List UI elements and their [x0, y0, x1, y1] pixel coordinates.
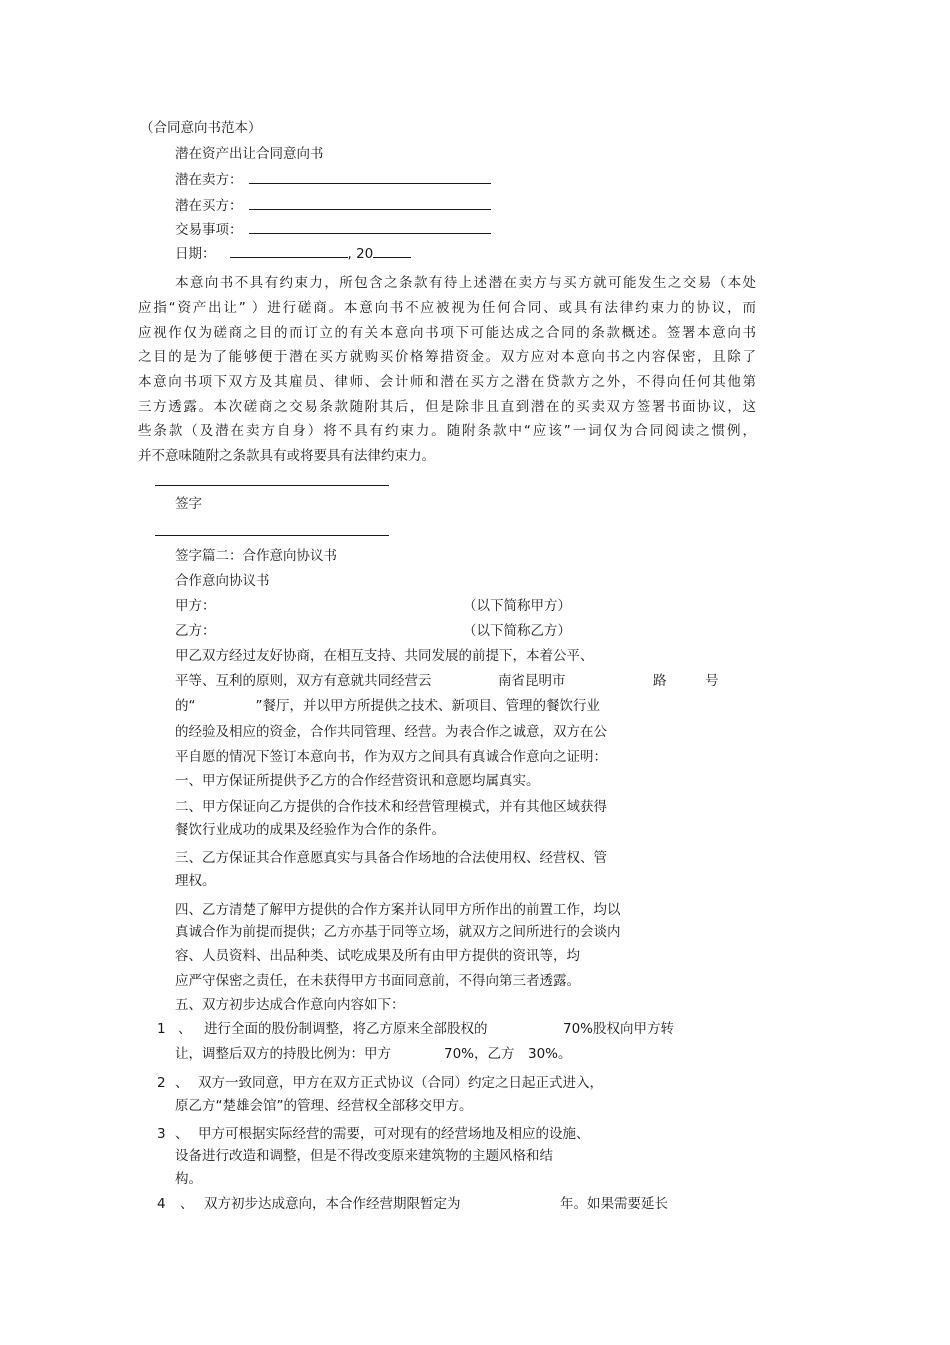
subitem-3-line3: 构。	[175, 1171, 202, 1187]
subitem-3-line1: 甲方可根据实际经营的需要，可对现有的经营场地及相应的设施、	[198, 1126, 590, 1142]
buyer-label: 潜在买方：	[175, 198, 243, 214]
subitem-3-number: 3	[157, 1126, 166, 1142]
para1-line6: 三方透露。本次磋商之交易条款随附其后，但是除非且直到潜在的买卖双方签署书面协议，这	[138, 399, 756, 415]
subitem-1-line2b: 70%，乙方	[444, 1046, 515, 1062]
para1-line3: 应视作仅为磋商之目的而订立的有关本意向书项下可能达成之合同的条款概述。签署本意向书	[138, 325, 756, 341]
seller-blank	[249, 169, 491, 184]
subitem-1-line1b: 70%股权向甲方转	[563, 1021, 675, 1037]
clause-2-line2: 餐饮行业成功的成果及经验作为合作的条件。	[175, 822, 445, 838]
para1-line8: 并不意味随附之条款具有或将要具有法律约束力。	[138, 448, 435, 464]
para1-line4: 之目的是为了能够便于潜在买方就购买价格筹措资金。双方应对本意向书之内容保密，且除了	[138, 349, 756, 365]
title-cooperation: 合作意向协议书	[175, 573, 270, 589]
buyer-blank	[249, 195, 491, 210]
signature-line-top	[155, 485, 389, 486]
subitem-2-number: 2	[157, 1075, 166, 1091]
para1-line5: 本意向书项下双方及其雇员、律师、会计师和潜在买方之潜在贷款方之外，不得向任何其他第	[138, 374, 756, 390]
party-a-abbr: （以下简称甲方）	[463, 598, 571, 614]
para1-line7: 些条款（及潜在卖方自身）将不具有约束力。随附条款中“应该”一词仅为合同阅读之惯例，	[138, 423, 756, 439]
clause-2-line1: 二、甲方保证向乙方提供的合作技术和经营管理模式，并有其他区域获得	[175, 799, 607, 815]
para2-line2-d: 号	[705, 673, 719, 689]
sign-label: 签字	[175, 496, 202, 512]
party-b-abbr: （以下简称乙方）	[463, 623, 571, 639]
para2-line5: 平自愿的情况下签订本意向书，作为双方之间具有真诚合作意向之证明：	[175, 749, 607, 765]
para2-line3-a: 的“	[175, 698, 196, 714]
subitem-3-line2: 设备进行改造和调整，但是不得改变原来建筑物的主题风格和结	[175, 1148, 553, 1164]
date-year: , 20	[347, 246, 374, 262]
subitem-2-line1: 双方一致同意，甲方在双方正式协议（合同）约定之日起正式进入，	[198, 1075, 603, 1091]
para2-line2	[175, 671, 719, 691]
para2-line2-b: 南省昆明市	[498, 673, 566, 689]
seller-label: 潜在卖方：	[175, 172, 243, 188]
subitem-4-line1a: 双方初步达成意向，本合作经营期限暂定为	[204, 1196, 461, 1212]
party-b-label: 乙方：	[175, 623, 216, 639]
subitem-2-line2: 原乙方“楚雄会馆”的管理、经营权全部移交甲方。	[175, 1098, 473, 1114]
para2-line2-a: 平等、互利的原则，双方有意就共同经营云	[175, 673, 432, 689]
clause-4-line2: 真诚合作为前提而提供；乙方亦基于同等立场，就双方之间所进行的会谈内	[175, 924, 621, 940]
para2-line4: 的经验及相应的资金，合作共同管理、经营。为表合作之诚意，双方在公	[175, 724, 607, 740]
subitem-2-sep: 、	[175, 1075, 189, 1091]
clause-4-line1: 四、乙方清楚了解甲方提供的合作方案并认同甲方所作出的前置工作，均以	[175, 902, 621, 918]
subitem-4-sep: 、	[180, 1196, 194, 1212]
party-a-label: 甲方：	[175, 598, 216, 614]
part2-heading: 签字篇二：合作意向协议书	[175, 548, 337, 564]
clause-4-line3: 容、人员资料、出品种类、试吃成果及所有由甲方提供的资讯等，均	[175, 948, 580, 964]
signature-line-bottom	[155, 535, 389, 536]
para2-line3-b: ”餐厅，并以甲方所提供之技术、新项目、管理的餐饮行业	[255, 698, 600, 714]
year-blank	[373, 243, 411, 258]
para2-line2-c: 路	[653, 673, 667, 689]
clause-4-line4: 应严守保密之责任，在未获得甲方书面同意前，不得向第三者透露。	[175, 973, 580, 989]
sample-label: （合同意向书范本）	[140, 120, 262, 136]
seller-row	[175, 169, 491, 190]
subitem-4-number: 4	[157, 1196, 166, 1212]
subitem-1-line2c: 30%。	[528, 1046, 572, 1062]
para1-line2: 应指“资产出让” ）进行磋商。本意向书不应被视为任何合同、或具有法律约束力的协议，而	[138, 300, 756, 316]
para2-line1: 甲乙双方经过友好协商，在相互支持、共同发展的前提下，本着公平、	[175, 648, 594, 664]
subitem-1-line2a: 让，调整后双方的持股比例为：甲方	[175, 1046, 391, 1062]
subitem-1-sep: 、	[178, 1021, 192, 1037]
item-label: 交易事项：	[175, 222, 243, 238]
date-row	[175, 243, 411, 264]
subitem-4-line1b: 年。如果需要延长	[560, 1196, 668, 1212]
clause-1: 一、甲方保证所提供予乙方的合作经营资讯和意愿均属真实。	[175, 773, 540, 789]
item-blank	[249, 219, 491, 234]
subitem-1-number: 1	[157, 1021, 166, 1037]
buyer-row	[175, 195, 491, 216]
subitem-3-sep: 、	[175, 1126, 189, 1142]
date-label: 日期：	[175, 246, 216, 262]
subitem-1-line1a: 进行全面的股份制调整，将乙方原来全部股权的	[204, 1021, 488, 1037]
clause-5: 五、双方初步达成合作意向内容如下：	[175, 997, 405, 1013]
para2-line3	[175, 696, 600, 716]
item-row	[175, 219, 491, 240]
date-blank	[230, 243, 348, 258]
clause-3-line2: 理权。	[175, 873, 216, 889]
clause-3-line1: 三、乙方保证其合作意愿真实与具备合作场地的合法使用权、经营权、管	[175, 850, 607, 866]
title-asset-transfer: 潜在资产出让合同意向书	[175, 146, 324, 162]
para1-line1: 本意向书不具有约束力，所包含之条款有待上述潜在卖方与买方就可能发生之交易（本处	[175, 275, 756, 291]
